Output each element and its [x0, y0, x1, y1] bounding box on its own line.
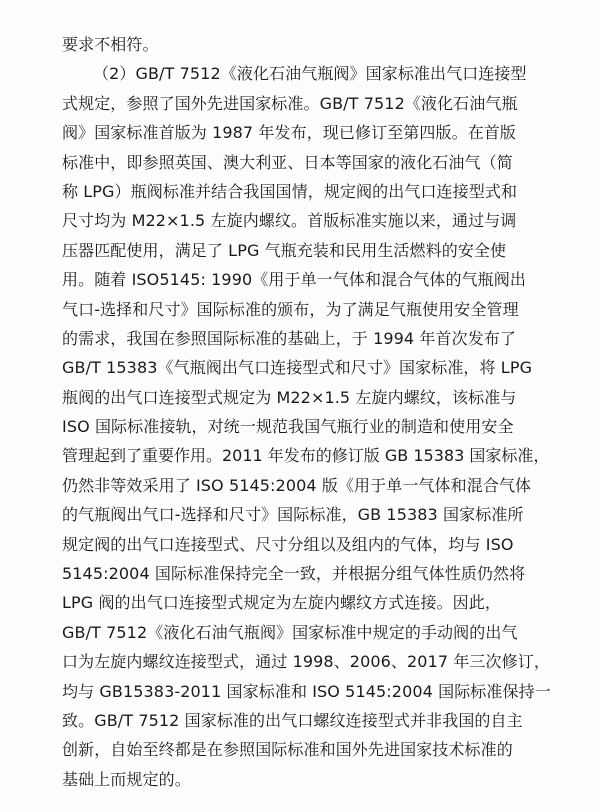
text-line: GB/T 7512《液化石油气瓶阀》国家标准中规定的手动阀的出气: [62, 622, 518, 642]
text-line: 规定阀的出气口连接型式、尺寸分组以及组内的气体，均与 ISO: [62, 534, 514, 554]
text-line: 气口-选择和尺寸》国际标准的颁布，为了满足气瓶使用安全管理: [62, 299, 519, 319]
text-line: 5145:2004 国际标准保持完全一致，并根据分组气体性质仍然将: [62, 564, 526, 584]
text-line: 尺寸均为 M22×1.5 左旋内螺纹。首版标准实施以来，通过与调: [62, 211, 517, 231]
text-line: 仍然非等效采用了 ISO 5145:2004 版《用于单一气体和混合气体: [62, 475, 532, 495]
text-line: 管理起到了重要作用。2011 年发布的修订版 GB 15383 国家标准，: [62, 446, 550, 466]
text-line: 的气瓶阀出气口-选择和尺寸》国际标准，GB 15383 国家标准所: [62, 505, 524, 525]
text-line: 均与 GB15383-2011 国家标准和 ISO 5145:2004 国际标准保持一: [62, 681, 551, 701]
text-line: ISO 国际标准接轨，对统一规范我国气瓶行业的制造和使用安全: [62, 417, 514, 437]
text-line: 压器匹配使用，满足了 LPG 气瓶充装和民用生活燃料的安全使: [62, 240, 507, 260]
text-line: 致。GB/T 7512 国家标准的出气口螺纹连接型式并非我国的自主: [62, 710, 523, 730]
text-line: 用。随着 ISO5145: 1990《用于单一气体和混合气体的气瓶阀出: [62, 270, 526, 290]
body-text: [62, 30, 552, 794]
text-line: 的需求，我国在参照国际标准的基础上，于 1994 年首次发布了: [62, 328, 516, 348]
text-line: 创新，自始至终都是在参照国际标准和国外先进国家技术标准的: [62, 740, 513, 760]
text-line: LPG 阀的出气口连接型式规定为左旋内螺纹方式连接。因此，: [62, 593, 501, 613]
text-line: 口为左旋内螺纹连接型式，通过 1998、2006、2017 年三次修订，: [62, 652, 550, 672]
text-line: （2）GB/T 7512《液化石油气瓶阀》国家标准出气口连接型: [93, 64, 527, 84]
text-line: 标准中，即参照英国、澳大利亚、日本等国家的液化石油气（简: [62, 152, 513, 172]
text-line: 瓶阀的出气口连接型式规定为 M22×1.5 左旋内螺纹，该标准与: [62, 387, 517, 407]
text-line: GB/T 15383《气瓶阀出气口连接型式和尺寸》国家标准，将 LPG: [62, 358, 533, 378]
text-line: 阀》国家标准首版为 1987 年发布，现已修订至第四版。在首版: [62, 123, 516, 143]
text-line: 称 LPG）瓶阀标准并结合我国国情，规定阀的出气口连接型式和: [62, 181, 518, 201]
text-line: 基础上而规定的。: [62, 769, 191, 789]
text-line: 要求不相符。: [62, 35, 159, 54]
text-line: 式规定，参照了国外先进国家标准。GB/T 7512《液化石油气瓶: [62, 93, 518, 113]
